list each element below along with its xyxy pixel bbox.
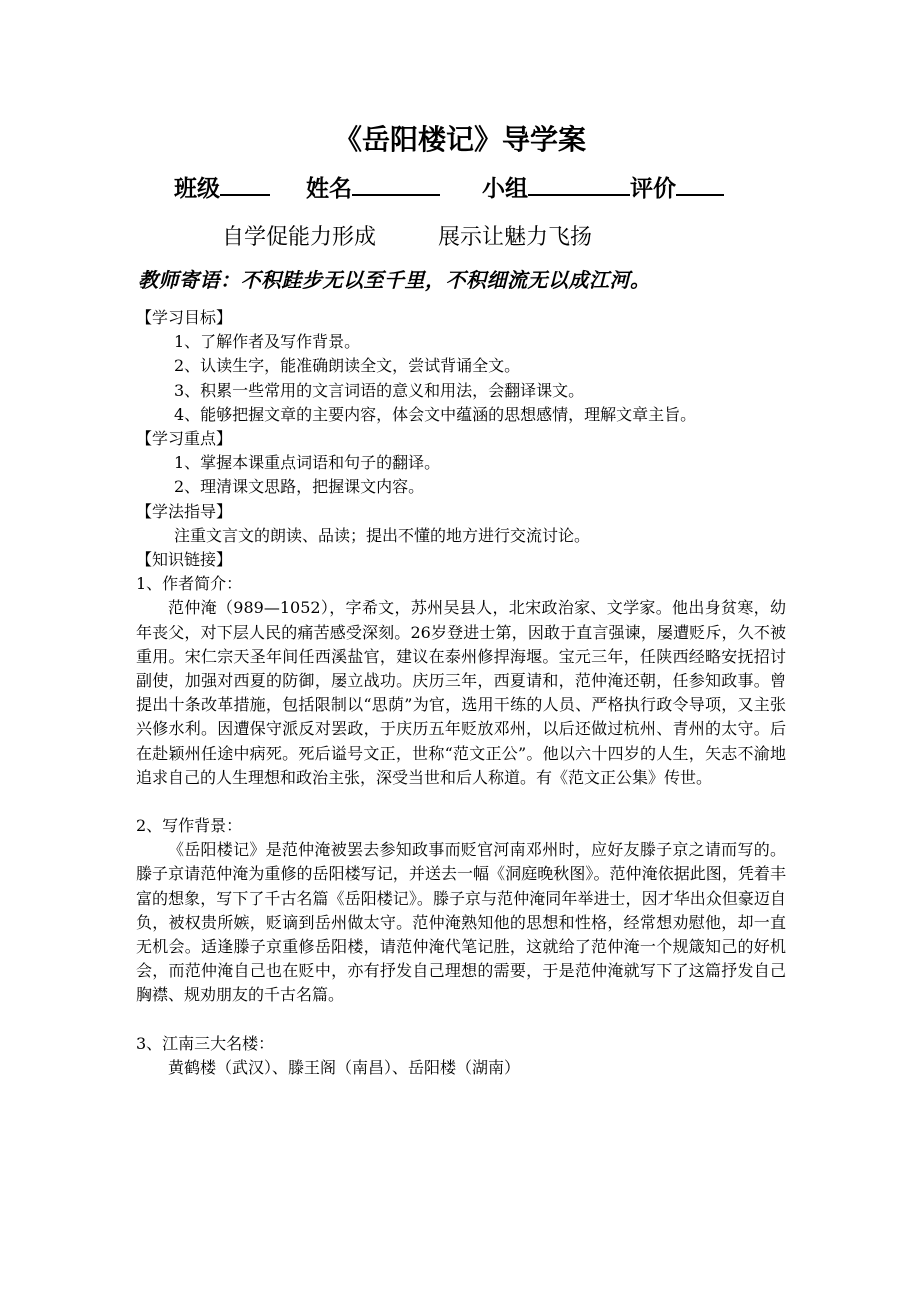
background-paragraph: 《岳阳楼记》是范仲淹被罢去参知政事而贬官河南邓州时，应好友滕子京之请而写的。滕子京请范仲淹为重修的岳阳楼写记，并送去一幅《洞庭晚秋图》。范仲淹依据此图，凭着丰富的想象，写下了千古名篇《岳阳楼记》。滕子京与范仲淹同年举进士，因才华出众但豪迈自负，被权贵所嫉，贬谪到岳州做太守。范仲淹熟知他的思想和性格，经常想劝慰他，却一直无机会。适逢滕子京重修岳阳楼，请范仲淹代笔记胜，这就给了范仲淹一个规箴知己的好机会，而范仲淹自己也在贬中，亦有抒发自己理想的需要，于是范仲淹就写下了这篇抒发自己胸襟、规劝朋友的千古名篇。 (136, 840, 786, 1005)
towers-heading: 3、江南三大名楼： (136, 1033, 275, 1053)
slogan-right: 展示让魅力飞扬 (438, 225, 593, 250)
knowledge-heading: 【知识链接】 (136, 550, 233, 570)
focus-item: 2、理清课文思路，把握课文内容。 (174, 477, 425, 497)
group-blank[interactable] (528, 172, 630, 196)
method-heading: 【学法指导】 (136, 501, 233, 521)
goal-item: 2、认读生字，能准确朗读全文，尝试背诵全文。 (174, 356, 521, 376)
eval-label: 评价 (630, 176, 677, 202)
class-label: 班级 (174, 176, 220, 202)
eval-blank[interactable] (676, 172, 724, 196)
teacher-message: 教师寄语：不积跬步无以至千里，不积细流无以成江河。 (138, 268, 651, 292)
slogan-left: 自学促能力形成 (222, 225, 377, 250)
focus-heading: 【学习重点】 (136, 429, 233, 449)
author-paragraph: 范仲淹（989—1052），字希文，苏州吴县人，北宋政治家、文学家。他出身贫寒，幼年丧父，对下层人民的痛苦感受深刻。26岁登进士第，因敢于直言强谏，屡遭贬斥，久不被重用。宋仁宗天圣年间任西溪盐官，建议在泰州修捍海堰。宝元三年，任陕西经略安抚招讨副使，加强对西夏的防御，屡立战功。庆历三年，西夏请和，范仲淹还朝，任参知政事。曾提出十条改革措施，包括限制以“思荫”为官，选用干练的人员、严格执行政令导项，又主张兴修水利。因遭保守派反对罢政，于庆历五年贬放邓州，以后还做过杭州、青州的太守。后在赴颖州任途中病死。死后谥号文正，世称“范文正公”。他以六十四岁的人生，矢志不渝地追求自己的人生理想和政治主张，深受当世和后人称道。有《范文正公集》传世。 (136, 598, 786, 787)
name-blank[interactable] (352, 172, 440, 196)
author-heading: 1、作者简介： (136, 574, 243, 594)
spacer (136, 790, 786, 814)
class-blank[interactable] (220, 172, 270, 196)
method-text: 注重文言文的朗读、品读；提出不懂的地方进行交流讨论。 (174, 525, 591, 545)
goals-heading: 【学习目标】 (136, 308, 233, 327)
spacer (136, 1008, 786, 1032)
body-content (136, 306, 786, 1080)
goal-item: 3、积累一些常用的文言词语的意义和用法，会翻译课文。 (174, 380, 585, 400)
goal-item: 4、能够把握文章的主要内容，体会文中蕴涵的思想感情，理解文章主旨。 (174, 404, 697, 424)
goal-item: 1、了解作者及写作背景。 (174, 332, 361, 352)
slogans (222, 220, 592, 251)
background-heading: 2、写作背景： (136, 816, 243, 836)
group-label: 小组 (482, 176, 529, 202)
student-info-line (174, 170, 724, 203)
page-title: 《岳阳楼记》导学案 (333, 123, 586, 156)
focus-item: 1、掌握本课重点词语和句子的翻译。 (174, 453, 441, 473)
name-label: 姓名 (306, 176, 353, 202)
towers-text: 黄鹤楼（武汉）、滕王阁（南昌）、岳阳楼（湖南） (168, 1057, 521, 1077)
